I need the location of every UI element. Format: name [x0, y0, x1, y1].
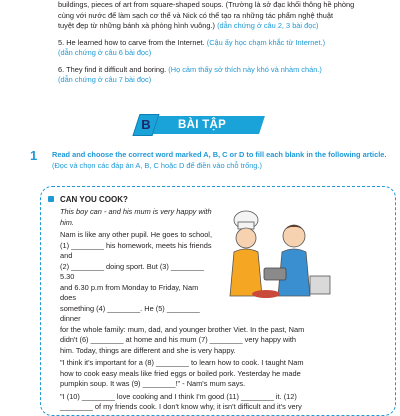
answer-line: buildings, pieces of art from square-shaped soups. (Trường là sở đạc khối thông hề phòng [58, 0, 355, 9]
section-title: BÀI TẬP [178, 119, 227, 131]
passage-line: for the whole family: mum, dad, and younger brother Viet. In the past, Nam [60, 324, 305, 334]
answer-item-6: 6. They find it difficult and boring. (Họ cảm thấy sở thích này khó và nhàm chán.) [58, 64, 322, 74]
passage-line: ________ of my friends cook. I don't know why, it isn't difficult and it's very [60, 402, 302, 411]
passage-line: "I think it's important for a (8) ________ to learn how to cook. I taught Nam [60, 358, 304, 367]
passage-line: how to cook easy meals like fried eggs or boiled pork. Yesterday he made [60, 368, 301, 378]
passage-title: CAN YOU COOK? [60, 195, 128, 204]
passage-line: something (4) ________. He (5) ________ dinner [60, 303, 200, 323]
passage-line: "I (10) ________ love cooking and I think I'm good (11) ________ it. (12) [60, 391, 297, 401]
evidence-ref: (dẫn chứng ở câu 6 bài đọc) [58, 48, 152, 57]
instruction-text: Read and choose the correct word marked A, B, C or D to fill each blank in the following article. [52, 150, 387, 159]
passage-line: Nam is like any other pupil. He goes to school, [60, 230, 212, 239]
passage-line: and 6.30 p.m from Monday to Friday, Nam does [60, 282, 199, 302]
section-header [134, 114, 266, 136]
translation: (Họ cảm thấy sở thích này khó và nhàm chán.) [168, 64, 322, 74]
evidence-ref: (dẫn chứng ở câu 2, 3 bài đọc) [217, 21, 319, 30]
exercise-number: 1 [30, 148, 38, 163]
translation: (Cậu ấy học chạm khắc từ Internet.) [206, 37, 326, 47]
bullet-icon [48, 196, 54, 202]
passage-line: (2) ________ doing sport. But (3) ________ 5.30 [60, 261, 204, 281]
previous-answers [58, 0, 376, 86]
passage-line: him. Today, things are different and she is very happy. [60, 345, 236, 355]
passage-intro: This boy can - and his mum is very happy with him. [60, 207, 212, 227]
answer-line: tuyệt đẹp từ những bánh xà phòng hình vuông.) (dẫn chứng ở câu 2, 3 bài đọc) [58, 21, 319, 30]
answer-line: cùng với nước để làm sạch cơ thể và Nick có thể tạo ra những tác phẩm nghệ thuật [58, 10, 334, 20]
reading-passage [60, 194, 386, 413]
passage-line: pumpkin soup. It was (9) ________!" - Nam's mum says. [60, 379, 246, 388]
passage-line: didn't (6) ________ at home and his mum (7) ________ very happy with [60, 335, 297, 344]
evidence-ref: (dẫn chứng ở câu 7 bài đọc) [58, 75, 152, 84]
passage-line: (1) ________ his homework, meets his friends and [60, 240, 212, 260]
instruction-translation: (Đọc và chọn các đáp án A, B, C hoặc D để điền vào chỗ trống.) [52, 160, 262, 170]
exercise-instruction [52, 150, 392, 171]
answer-item-5: 5. He learned how to carve from the Internet. (Cậu ấy học chạm khắc từ Internet.) [58, 37, 326, 47]
section-letter-badge: B [132, 114, 159, 136]
